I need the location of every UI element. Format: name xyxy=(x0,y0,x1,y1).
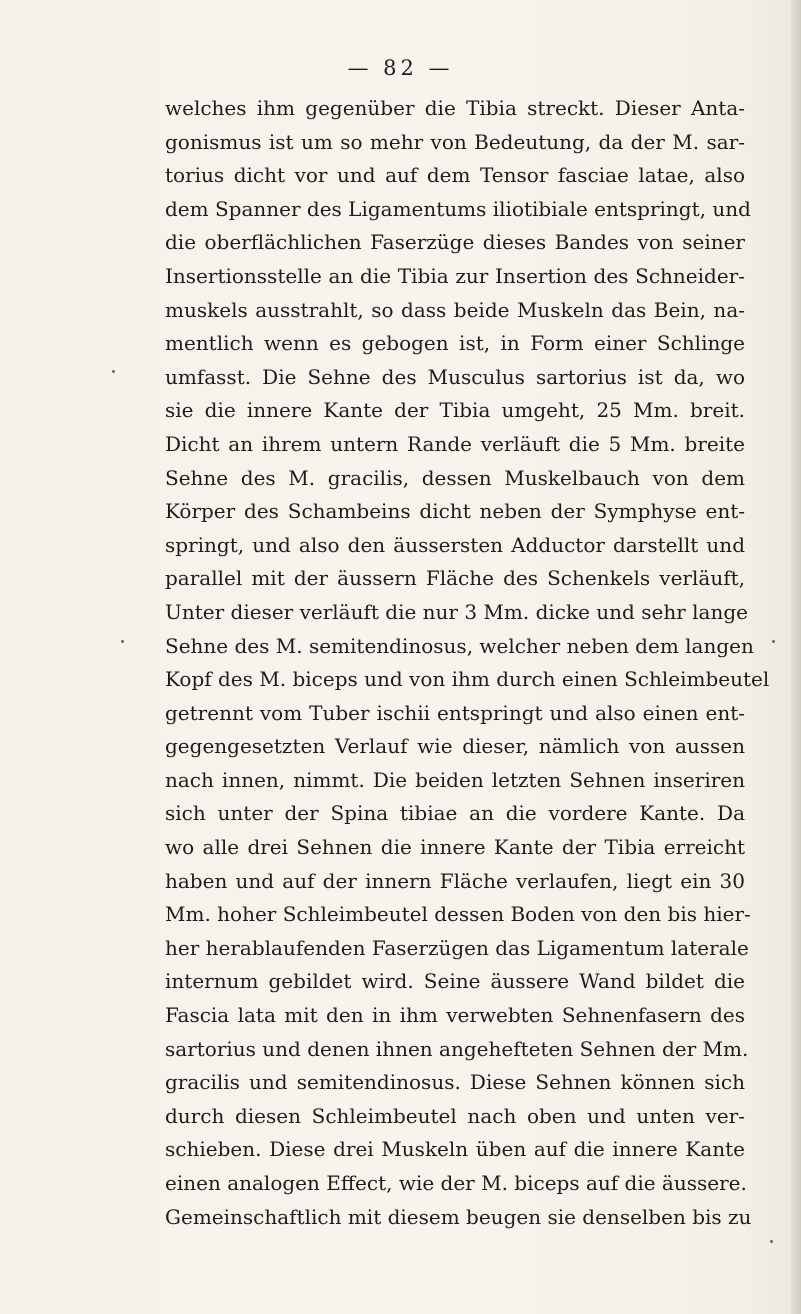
text-line: Mm. hoher Schleimbeutel dessen Boden von den bis hier- xyxy=(165,902,751,927)
text-line: gonismus ist um so mehr von Bedeutung, da der M. sar- xyxy=(165,129,745,154)
text-line: sich unter der Spina tibiae an die vordere Kante. Da xyxy=(165,801,745,826)
text-line: dem Spanner des Ligamentums iliotibiale entspringt, und xyxy=(165,196,751,221)
text-line: gracilis und semitendinosus. Diese Sehnen können sich xyxy=(165,1070,745,1095)
text-line: sie die innere Kante der Tibia umgeht, 25 Mm. breit. xyxy=(165,398,745,423)
text-line: Sehne des M. gracilis, dessen Muskelbauch von dem xyxy=(165,465,745,490)
page-edge-shadow xyxy=(791,0,801,1314)
text-line: haben und auf der innern Fläche verlaufen, liegt ein 30 xyxy=(165,868,745,893)
print-speck xyxy=(112,370,115,373)
text-line: sartorius und denen ihnen angehefteten Sehnen der Mm. xyxy=(165,1036,749,1061)
text-line: wo alle drei Sehnen die innere Kante der Tibia erreicht xyxy=(165,835,745,860)
text-line: umfasst. Die Sehne des Musculus sartorius ist da, wo xyxy=(165,364,745,389)
text-line: welches ihm gegenüber die Tibia streckt. Dieser Anta- xyxy=(165,96,745,120)
text-line: springt, und also den äussersten Adductor darstellt und xyxy=(165,532,745,557)
text-line: Fascia lata mit den in ihm verwebten Sehnenfasern des xyxy=(165,1003,745,1028)
text-line: Insertionsstelle an die Tibia zur Insertion des Schneider- xyxy=(165,263,745,288)
text-line: internum gebildet wird. Seine äussere Wand bildet die xyxy=(165,969,745,994)
text-line: Sehne des M. semitendinosus, welcher neben dem langen xyxy=(165,633,754,658)
text-line: gegengesetzten Verlauf wie dieser, nämlich von aussen xyxy=(165,734,745,759)
text-line: Unter dieser verläuft die nur 3 Mm. dicke und sehr lange xyxy=(165,599,748,624)
print-speck xyxy=(121,640,124,643)
print-speck xyxy=(770,1240,773,1243)
body-text xyxy=(165,92,770,1234)
text-line: schieben. Diese drei Muskeln üben auf die innere Kante xyxy=(165,1137,745,1162)
text-line: Gemeinschaftlich mit diesem beugen sie denselben bis zu xyxy=(165,1204,752,1229)
text-line: nach innen, nimmt. Die beiden letzten Sehnen inseriren xyxy=(165,767,745,792)
text-line: die oberflächlichen Faserzüge dieses Bandes von seiner xyxy=(165,230,745,255)
text-line: muskels ausstrahlt, so dass beide Muskeln das Bein, na- xyxy=(165,297,745,322)
text-line: durch diesen Schleimbeutel nach oben und unten ver- xyxy=(165,1103,745,1128)
text-line: mentlich wenn es gebogen ist, in Form einer Schlinge xyxy=(165,331,745,356)
text-line: getrennt vom Tuber ischii entspringt und also einen ent- xyxy=(165,700,745,725)
text-line: Kopf des M. biceps und von ihm durch einen Schleimbeutel xyxy=(165,667,770,692)
print-speck xyxy=(772,640,775,643)
page-number: — 82 — xyxy=(347,56,454,80)
text-line: Körper des Schambeins dicht neben der Symphyse ent- xyxy=(165,499,745,524)
text-line: torius dicht vor und auf dem Tensor fasciae latae, also xyxy=(165,163,745,188)
text-line: einen analogen Effect, wie der M. biceps auf die äussere. xyxy=(165,1171,747,1195)
text-line: parallel mit der äussern Fläche des Schenkels verläuft, xyxy=(165,566,745,591)
text-line: her herablaufenden Faserzügen das Ligamentum laterale xyxy=(165,935,749,960)
text-line: Dicht an ihrem untern Rande verläuft die 5 Mm. breite xyxy=(165,431,745,456)
